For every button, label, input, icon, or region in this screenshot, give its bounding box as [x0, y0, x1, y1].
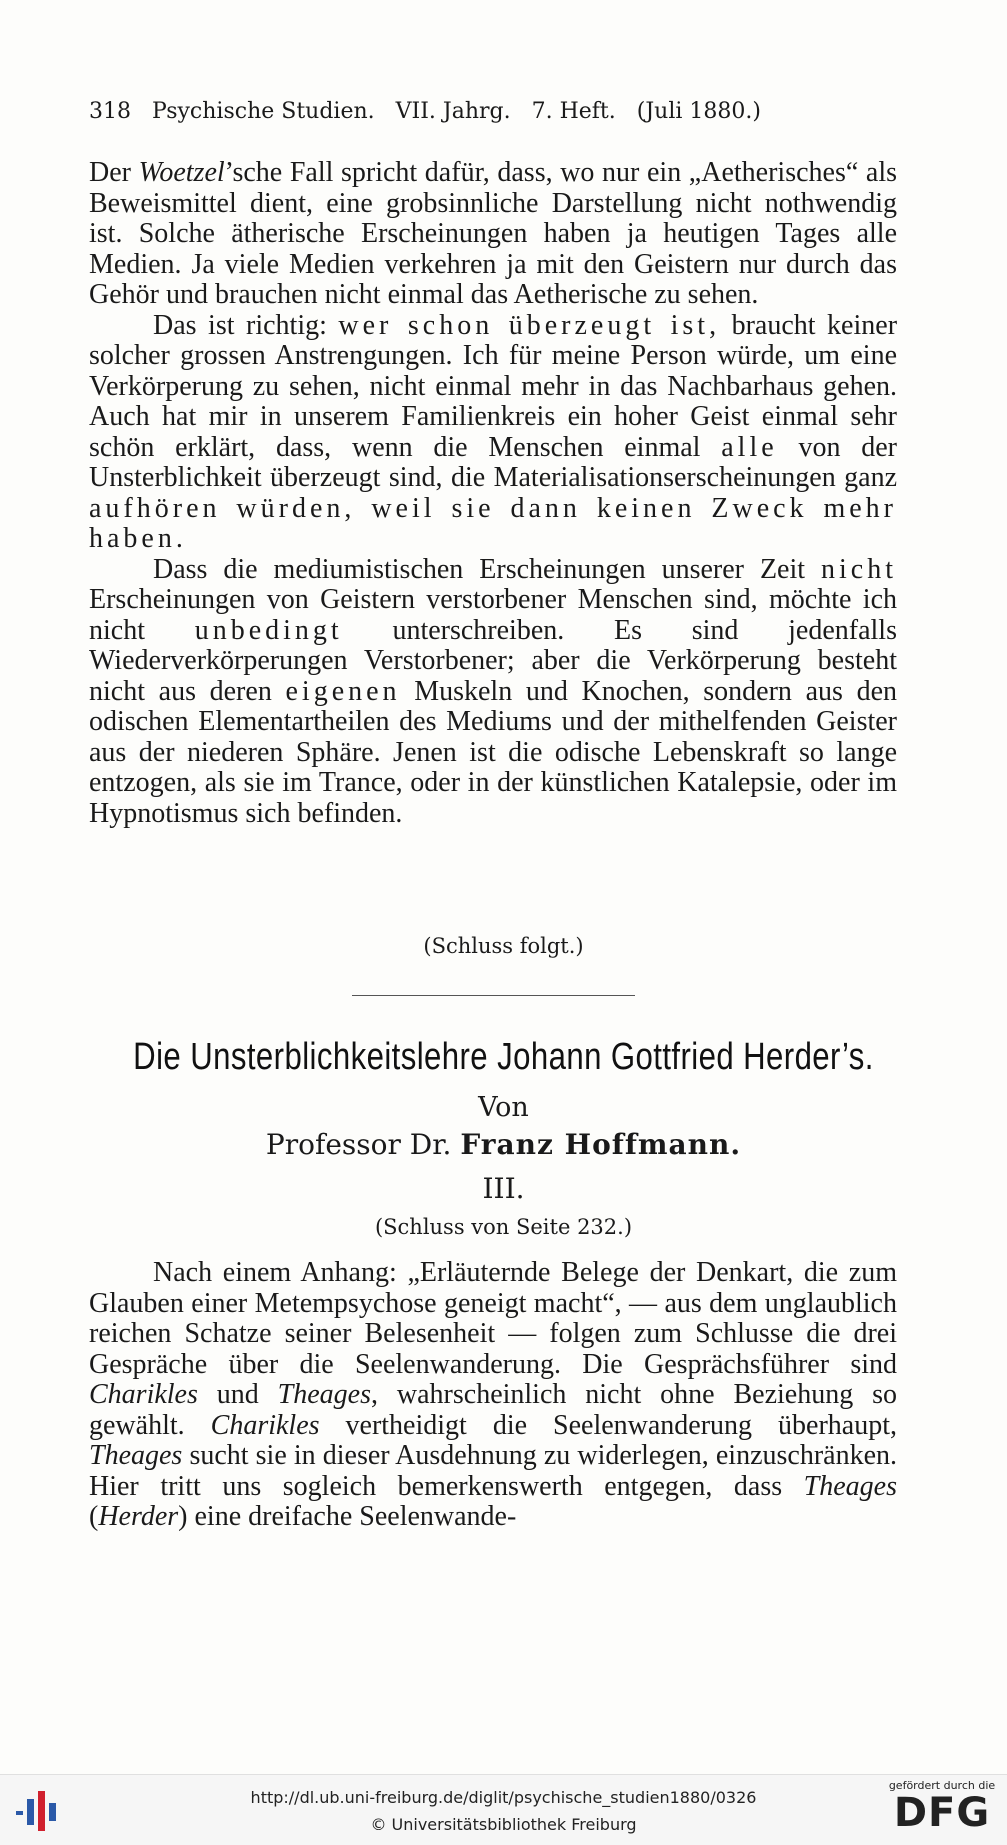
section-divider [352, 995, 635, 996]
dfg-logo [887, 1779, 997, 1834]
previous-article-body [89, 158, 897, 829]
issue: 7. Heft. [531, 99, 616, 124]
paragraph: Dass die mediumistischen Erscheinungen unserer Zeit nicht Erscheinungen von Geistern verstorbener Menschen sind, möchte ich nicht unbedingt unterschreiben. Es sind jedenfalls Wiederverkörperungen Verstorbener; aber die Verkörperung besteht nicht aus deren eigenen Muskeln und Knochen, sondern aus den odischen Elementartheilen des Mediums und der mithelfenden Geister aus der niederen Sphäre. Jenen ist die odische Lebenskraft so lange entzogen, als sie im Trance, oder in der künstlichen Katalepsie, oder im Hypnotismus sich befinden. [89, 553, 897, 829]
copyright: © Universitätsbibliothek Freiburg [370, 1815, 637, 1834]
funder-text: gefördert durch die [888, 1779, 996, 1792]
page-number: 318 [89, 99, 131, 124]
article-title: Die Unsterblichkeitslehre Johann Gottfried Herder’s. [133, 1036, 874, 1078]
viewer-footer [0, 1774, 1007, 1845]
paragraph: Das ist richtig: wer schon überzeugt ist, braucht keiner solcher grossen Anstrengungen. Ich für meine Person würde, um eine Verkörperung zu sehen, nicht einmal mehr in das Nachbarhaus gehen. Auch hat mir in unserem Familienkreis ein hoher Geist einmal sehr schön erklärt, dass, wenn die Menschen einmal alle von der Unsterblichkeit überzeugt sind, die Materialisationserscheinungen ganz aufhören würden, weil sie dann keinen Zweck mehr haben. [89, 309, 898, 554]
journal-title: Psychische Studien. [152, 99, 375, 124]
volume: VII. Jahrg. [395, 99, 511, 124]
article-body [89, 1258, 897, 1533]
paragraph: Nach einem Anhang: „Erläuternde Belege der Denkart, die zum Glauben einer Metempsychose geneigt macht“, — aus dem unglaublich reichen Schatze seiner Belesenheit — folgen zum Schlusse die drei Gespräche über die Seelenwanderung. Die Gesprächsführer sind Charikles und Theages, wahrscheinlich nicht ohne Beziehung so gewählt. Charikles vertheidigt die Seelenwanderung überhaupt, Theages sucht sie in dieser Ausdehnung zu widerlegen, einzuschränken. Hier tritt uns sogleich bemerkenswerth entgegen, dass Theages (Herder) eine dreifache Seelenwande- [89, 1257, 898, 1532]
continued-from-note: (Schluss von Seite 232.) [374, 1215, 633, 1239]
dfg-logo-text: DFG [893, 1790, 991, 1836]
paragraph: Der Woetzel’sche Fall spricht dafür, dass, wo nur ein „Aetherisches“ als Beweismittel dient, eine grobsinnliche Darstellung nicht nothwendig ist. Solche ätherische Erscheinungen haben ja heutigen Tages alle Medien. Ja viele Medien verkehren ja mit den Geistern nur durch das Gehör und brauchen nicht einmal das Aetherische zu sehen. [89, 157, 897, 310]
byline: Von [478, 1092, 529, 1123]
running-header [89, 99, 909, 124]
issue-date: (Juli 1880.) [636, 99, 761, 124]
to-be-continued-note: (Schluss folgt.) [423, 934, 584, 958]
part-number: III. [482, 1172, 525, 1205]
permalink[interactable]: http://dl.ub.uni-freiburg.de/diglit/psychische_studien1880/0326 [250, 1788, 757, 1807]
author: Professor Dr. Franz Hoffmann. [265, 1128, 742, 1161]
